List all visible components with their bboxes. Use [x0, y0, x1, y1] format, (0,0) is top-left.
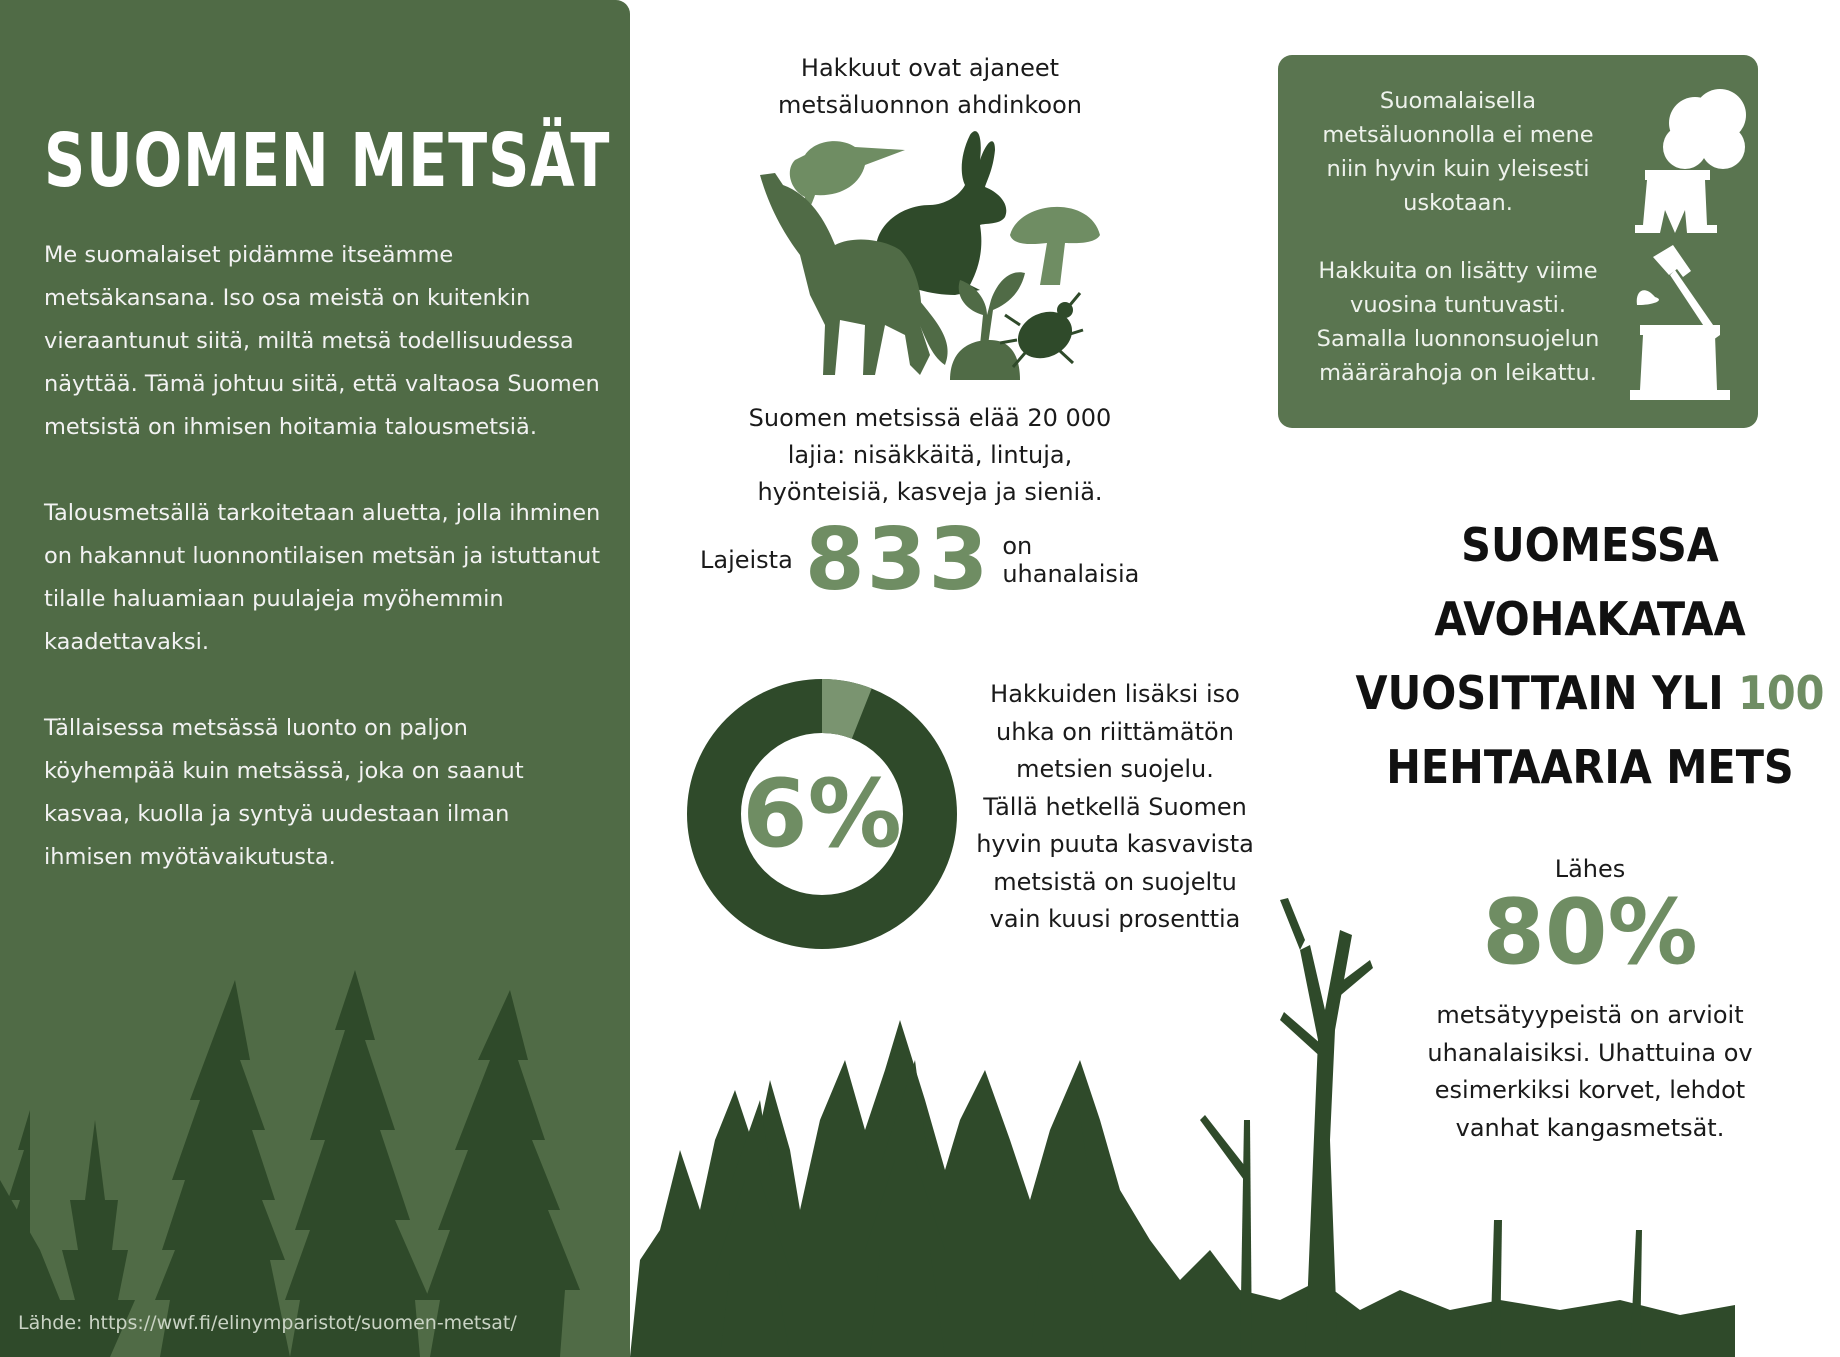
forest-types-line: uhanalaisiksi. Uhattuina ov [1427, 1038, 1753, 1067]
headline-line: AVOHAKATAA [1434, 592, 1746, 646]
donut-protected-slice [822, 706, 862, 714]
threatened-suffix: on uhanalaisia [1002, 532, 1140, 588]
wildlife-silhouette-icon [755, 125, 1105, 385]
axe-in-stump-icon [1630, 245, 1730, 400]
info-line: metsäluonnolla ei mene [1322, 122, 1594, 148]
species-line: Suomen metsissä elää 20 000 [748, 404, 1112, 432]
info-paragraph-1 [1298, 84, 1618, 220]
intro-text [44, 234, 604, 922]
species-line: lajia: nisäkkäitä, lintuja, [787, 441, 1073, 469]
species-line: hyönteisiä, kasveja ja sieniä. [757, 478, 1103, 506]
info-paragraph-2 [1298, 254, 1618, 390]
headline-line [1340, 656, 1840, 730]
headline-line: SUOMESSA [1461, 518, 1719, 572]
page-title: SUOMEN METSÄT [44, 118, 611, 204]
clearcut-headline [1340, 508, 1840, 804]
source-link[interactable]: Lähde: https://wwf.fi/elinymparistot/suomen-metsat/ [18, 1312, 517, 1334]
headline-accent-number: 100 [1738, 666, 1825, 720]
forest-types-line: metsätyypeistä on arvioit [1436, 1001, 1744, 1029]
info-box-text [1298, 84, 1618, 424]
info-line: vuosina tuntuvasti. [1350, 292, 1566, 318]
protection-line: vain kuusi prosenttia [989, 905, 1241, 933]
protection-line: uhka on riittämätön [996, 717, 1234, 746]
protection-line: Tällä hetkellä Suomen [983, 792, 1247, 821]
forest-types-text [1410, 997, 1770, 1147]
info-line: määrärahoja on leikattu. [1319, 360, 1597, 386]
intro-paragraph-3: Tällaisessa metsässä luonto on paljon köyhempää kuin metsässä, joka on saanut kasvaa, kuolla ja syntyä uudestaan ilman ihmisen myötävaikutusta. [44, 715, 524, 870]
forest-types-prefix: Lähes [1554, 855, 1626, 883]
info-line: Hakkuita on lisätty viime [1318, 258, 1598, 284]
protection-line: metsien suojelu. [1016, 755, 1214, 783]
intro-paragraph-1: Me suomalaiset pidämme itseämme metsäkansana. Iso osa meistä on kuitenkin vieraantunut siitä, miltä metsä todellisuudessa näyttää. Tämä johtuu siitä, että valtaosa Suomen metsistä on ihmisen hoitamia talousmetsiä. [44, 242, 600, 440]
threatened-prefix: Lajeista [700, 546, 793, 574]
protection-text [970, 676, 1260, 939]
forest-types-percent: 80% [1482, 880, 1698, 985]
info-line: Suomalaisella [1379, 88, 1537, 114]
species-text [700, 400, 1160, 511]
info-line: Samalla luonnonsuojelun [1316, 326, 1600, 352]
forest-types-line: vanhat kangasmetsät. [1455, 1113, 1725, 1142]
headline-line: HEHTAARIA METS [1386, 740, 1794, 794]
forest-types-line: esimerkiksi korvet, lehdot [1434, 1076, 1746, 1104]
tree-stump-icon [1625, 85, 1735, 405]
threatened-species [700, 510, 1160, 610]
headline-line-prefix: VUOSITTAIN YLI [1355, 666, 1739, 720]
info-line: uskotaan. [1403, 190, 1513, 216]
threatened-number: 833 [804, 510, 991, 610]
protection-line: metsistä on suojeltu [993, 867, 1237, 896]
info-line: niin hyvin kuin yleisesti [1326, 156, 1590, 182]
decline-line: metsäluonnon ahdinkoon [778, 91, 1082, 119]
decline-line: Hakkuut ovat ajaneet [800, 54, 1060, 82]
intro-paragraph-2: Talousmetsällä tarkoitetaan aluetta, jolla ihminen on hakannut luonnontilaisen metsän ja istuttanut tilalle haluamiaan puulajeja myöhemmin kaadettavaksi. [44, 500, 601, 655]
protection-percent: 6% [742, 760, 902, 869]
decline-text [700, 50, 1160, 124]
protection-line: Hakkuiden lisäksi iso [990, 680, 1240, 708]
protection-line: hyvin puuta kasvavista [976, 830, 1254, 858]
